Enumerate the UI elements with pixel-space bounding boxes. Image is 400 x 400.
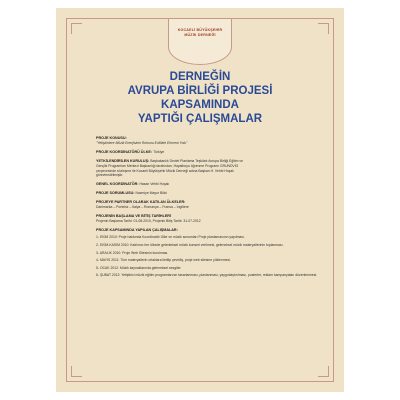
general-coordinator-value: Hasan Vehbi Hoşalı	[139, 181, 170, 186]
dates-label: PROJENİN BAŞLAMA VE BİTİŞ TARİHLERİ	[96, 214, 171, 219]
title-line-2: AVRUPA BİRLİĞİ PROJESİ	[127, 85, 273, 97]
work-item: 2- EKİM-KASIM 2010: Katılımcı her ülkede gelenleksel müzik konseri verilmesi, geleneksel müzik materyallerinin toplanması.	[96, 243, 284, 248]
header-ornament	[168, 19, 232, 65]
authority-line-3: çerçevesinde sözleşme ile Kocaeli Büyükşehir Müzik Derneği adına Başkan H. Vehbi Hoşalı	[96, 168, 234, 173]
frame-corner-bottom-left	[71, 366, 82, 377]
org-name-line-1: KOCAELİ BÜYÜKŞEHİR	[177, 28, 223, 32]
work-item: 6- ŞUBAT 2012: Yetiştirici müzik eğitim programlarının tasarlanması, planlanması, yaygınlaştırılması, posterler, reklam kampanyaları düzenlenmesi.	[96, 273, 318, 278]
title-line-3: KAPSAMINDA	[161, 99, 239, 111]
works-label: PROJE KAPSAMINDA YAPILAN ÇALIŞMALAR:	[96, 227, 178, 232]
org-name-line-2: MÜZİK DERNEĞİ	[184, 33, 216, 37]
country-value: Türkiye	[153, 149, 165, 154]
authority-line-1: Başbakanlık Devlet Planlama Teşkilatı Avrupa Birliği Eğitim ve	[150, 158, 244, 163]
authority-line-2: Gençlik Programları Merkezi Başkanlığı tarafından, Hayatboyu öğrenme Programı GRUNDVİG	[96, 163, 239, 168]
work-item: 1- EKİM 2010: Proje hakkında Koordinatör Ülke ve müzik sunumları Proje planlamasının yapılması.	[96, 235, 245, 240]
topic-label: PROJE KONUSU:	[96, 136, 127, 140]
project-details	[96, 136, 320, 281]
authority-block	[96, 159, 320, 178]
partners-label: PROJEYE PARTNER OLARAK KATILAN ÜLKELER:	[96, 200, 186, 205]
frame-corner-top-left	[71, 23, 82, 34]
partners-value: Danimarka – Portekiz – İtalya – Romanya – Fransa – İngiltere	[96, 205, 189, 210]
topic-value: "Yetişkinlere Müzik Enerjisinin Ruhunu Evlilikte Ehmeni Yolu"	[96, 141, 188, 145]
frame-corner-top-right	[318, 23, 329, 34]
responsible-value: Nazmiye Mayor Bilici	[135, 191, 167, 196]
title-line-1: DERNEĞİN	[169, 71, 231, 83]
page-title	[76, 70, 324, 126]
work-item: 3- ARALIK 2010: Proje Web Sitesinin kurulması.	[96, 250, 169, 255]
general-coordinator-label: GENEL KOORDİNATÖR:	[96, 181, 139, 186]
dates-value: Projenin Başlama Tarihi: 01-08-2010, Projenin Bitiş Tarihi: 31-07-2012	[96, 219, 201, 224]
title-line-4: YAPTIĞI ÇALIŞMALAR	[137, 113, 263, 125]
work-item: 4- MAYIS 2011: Tüm materyallerin ortaklara iletilip çeviriliş, proje web sitesine yüklenmesi.	[96, 258, 231, 263]
country-label: PROJE KOORDİNATÖRÜ ÜLKE:	[96, 149, 153, 154]
work-item: 5- OCAK 2012: Müzik kaynaklarında geleneksel sesgiler.	[96, 265, 182, 270]
authority-label: YETKİLENDİRİLEN KURULUŞ:	[96, 158, 150, 163]
responsible-label: PROJE SORUMLUSU:	[96, 191, 135, 196]
poster	[56, 8, 344, 392]
frame-corner-bottom-right	[318, 366, 329, 377]
authority-line-4: görevlendirilmiştir.	[96, 173, 124, 178]
